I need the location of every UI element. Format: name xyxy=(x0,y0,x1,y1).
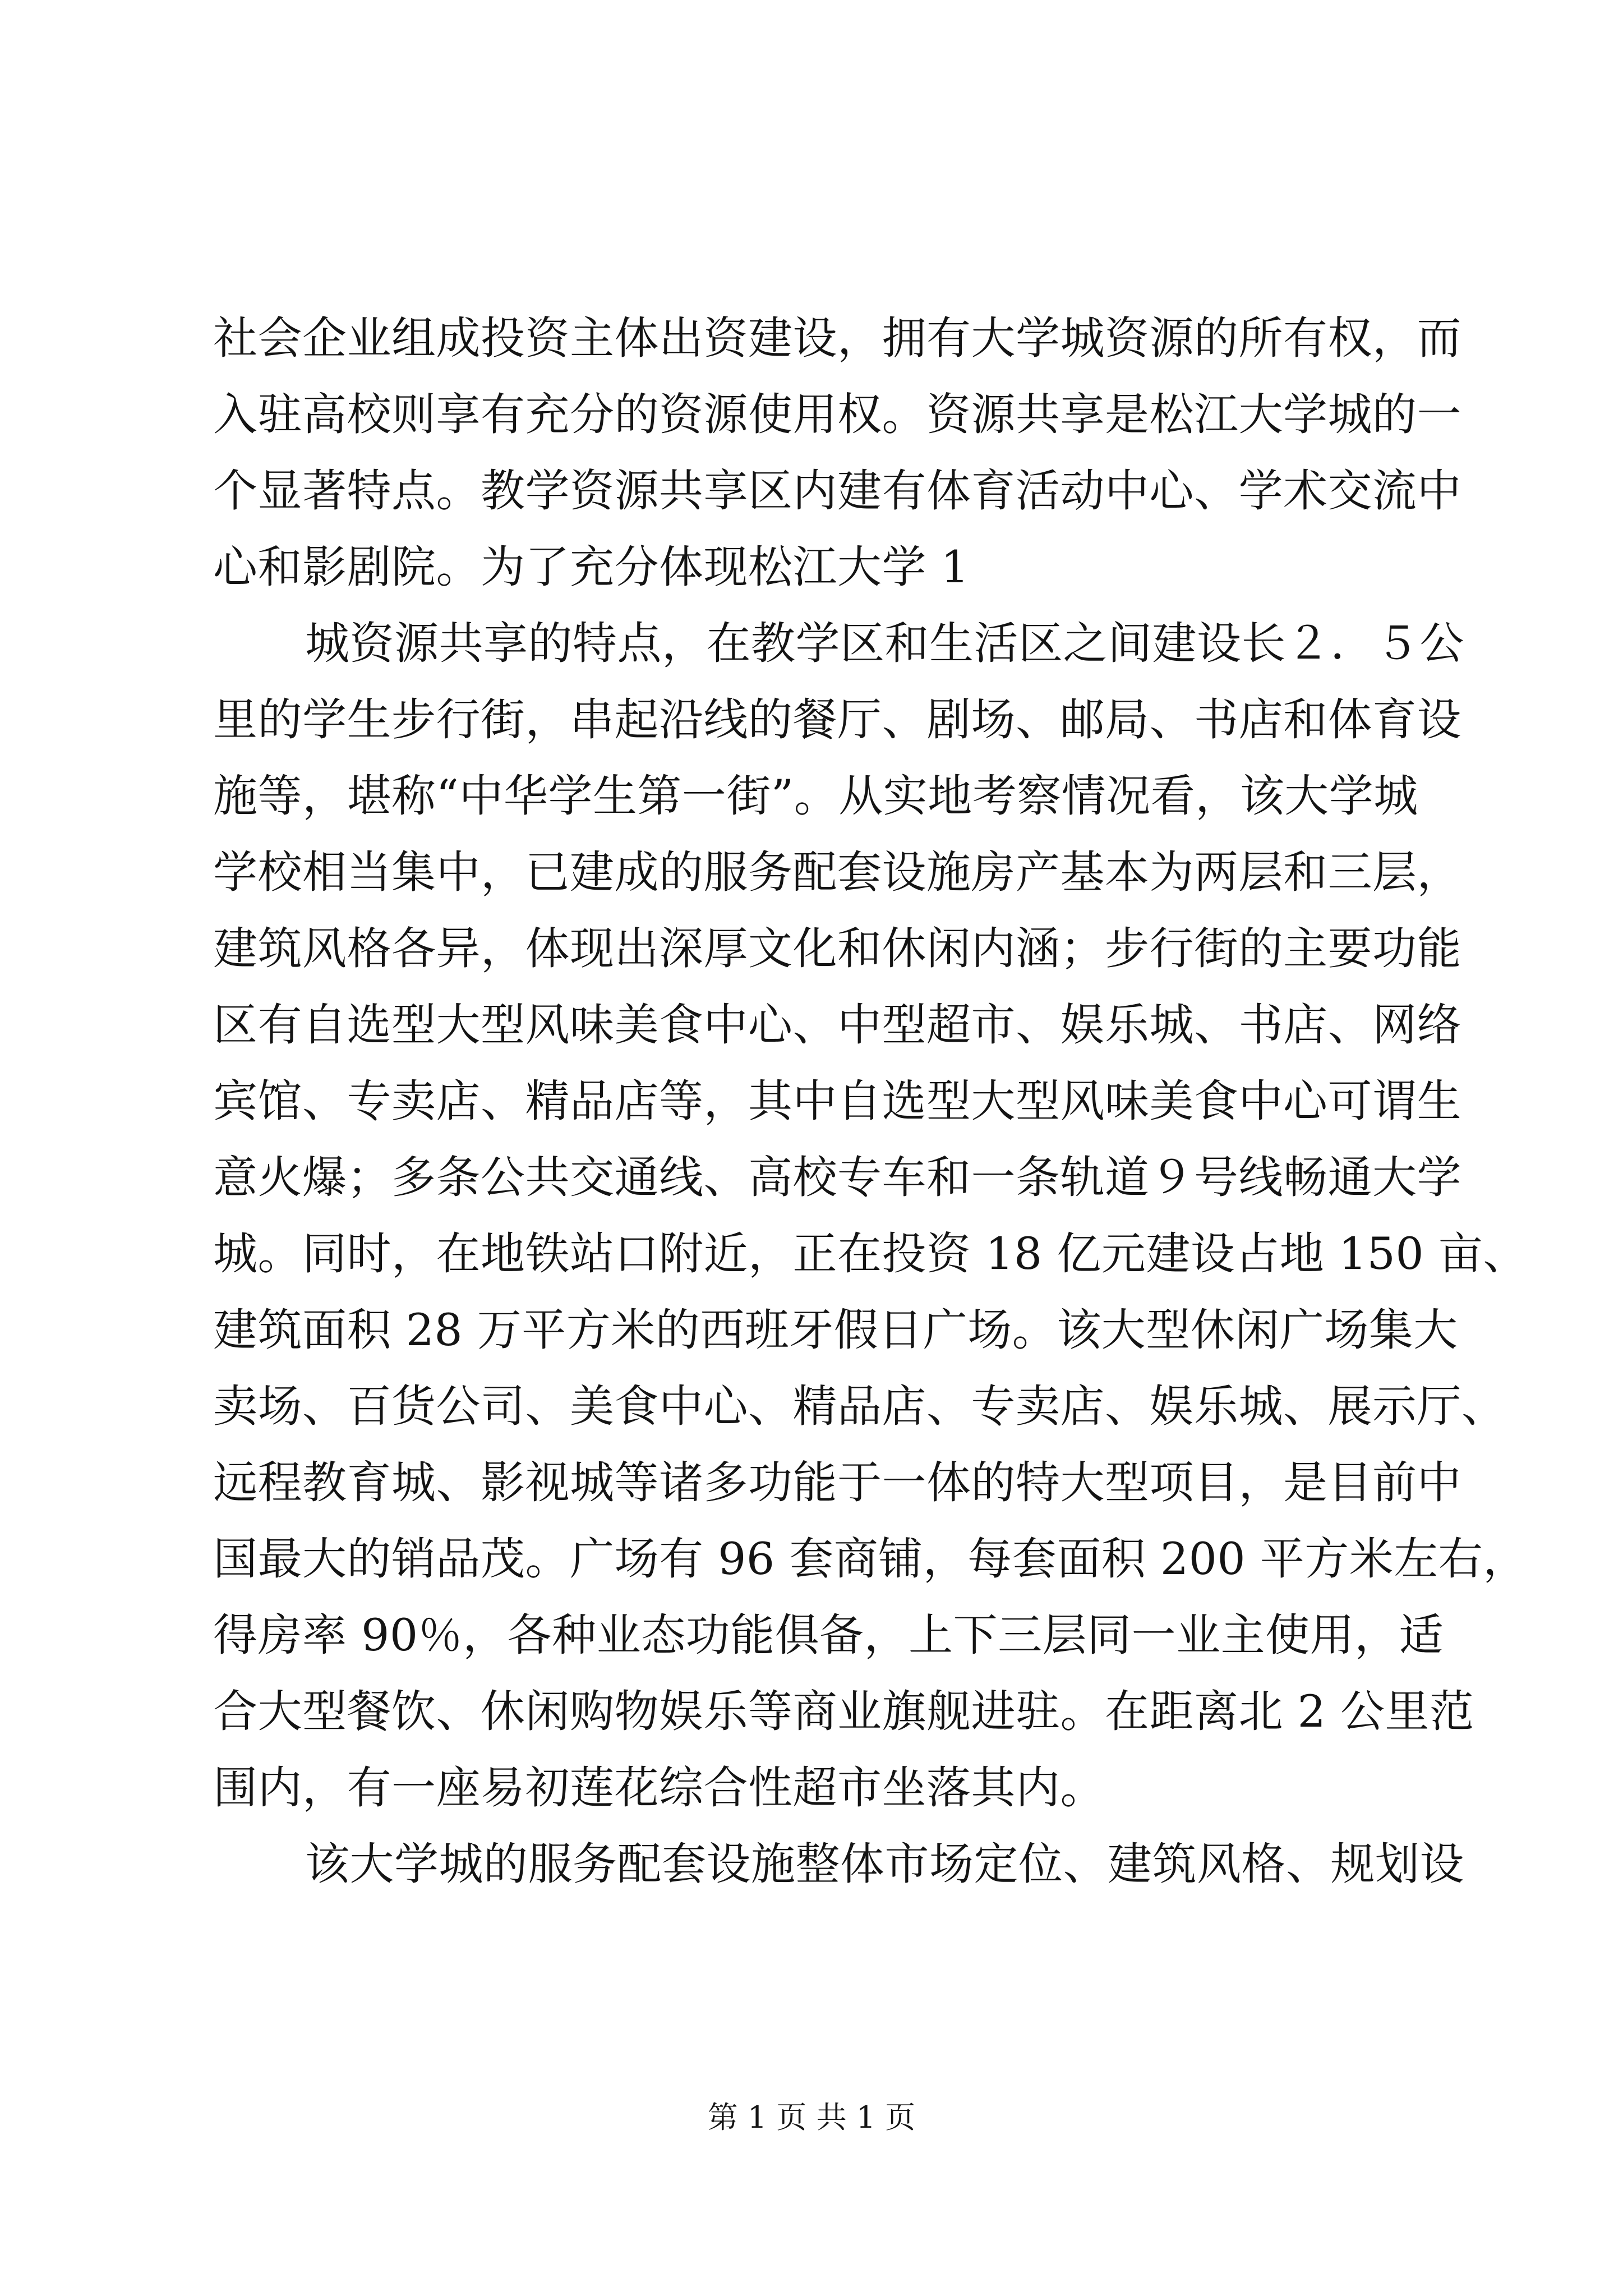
text-line: 得房率 90％，各种业态功能俱备，上下三层同一业主使用，适 xyxy=(213,1609,1444,1661)
document-body xyxy=(213,300,1528,1902)
page-footer: 第 1 页 共 1 页 xyxy=(707,2100,916,2135)
text-line: 卖场、百货公司、美食中心、精品店、专卖店、娱乐城、展示厅、 xyxy=(213,1381,1506,1432)
paragraph-first-line: 该大学城的服务配套设施整体市场定位、建筑风格、规划设 xyxy=(305,1838,1464,1890)
text-line: 建筑面积 28 万平方米的西班牙假日广场。该大型休闲广场集大 xyxy=(213,1304,1458,1356)
text-line: 心和影剧院。为了充分体现松江大学 1 xyxy=(213,541,970,593)
text-line: 宾馆、专卖店、精品店等，其中自选型大型风味美食中心可谓生 xyxy=(213,1075,1461,1127)
text-line: 个显著特点。教学资源共享区内建有体育活动中心、学术交流中 xyxy=(213,465,1461,517)
text-line: 合大型餐饮、休闲购物娱乐等商业旗舰进驻。在距离北 2 公里范 xyxy=(213,1686,1474,1737)
text-line: 里的学生步行街，串起沿线的餐厅、剧场、邮局、书店和体育设 xyxy=(213,694,1461,746)
text-line: 围内，有一座易初莲花综合性超市坐落其内。 xyxy=(213,1762,1105,1814)
text-line: 国最大的销品茂。广场有 96 套商铺，每套面积 200 平方米左右， xyxy=(213,1533,1528,1585)
text-line: 区有自选型大型风味美食中心、中型超市、娱乐城、书店、网络 xyxy=(213,999,1461,1051)
text-line: 施等，堪称“中华学生第一街”。从实地考察情况看，该大学城 xyxy=(213,770,1418,822)
text-line: 学校相当集中，已建成的服务配套设施房产基本为两层和三层， xyxy=(213,846,1461,898)
paragraph-first-line: 城资源共享的特点，在教学区和生活区之间建设长２．５公 xyxy=(305,618,1464,669)
text-line: 远程教育城、影视城等诸多功能于一体的特大型项目，是目前中 xyxy=(213,1457,1461,1508)
text-line: 社会企业组成投资主体出资建设，拥有大学城资源的所有权，而 xyxy=(213,312,1461,364)
text-line: 入驻高校则享有充分的资源使用权。资源共享是松江大学城的一 xyxy=(213,389,1461,440)
text-line: 意火爆；多条公共交通线、高校专车和一条轨道９号线畅通大学 xyxy=(213,1152,1461,1203)
text-line: 建筑风格各异，体现出深厚文化和休闲内涵；步行街的主要功能 xyxy=(213,923,1461,974)
text-line: 城。同时，在地铁站口附近，正在投资 18 亿元建设占地 150 亩、 xyxy=(213,1228,1528,1280)
